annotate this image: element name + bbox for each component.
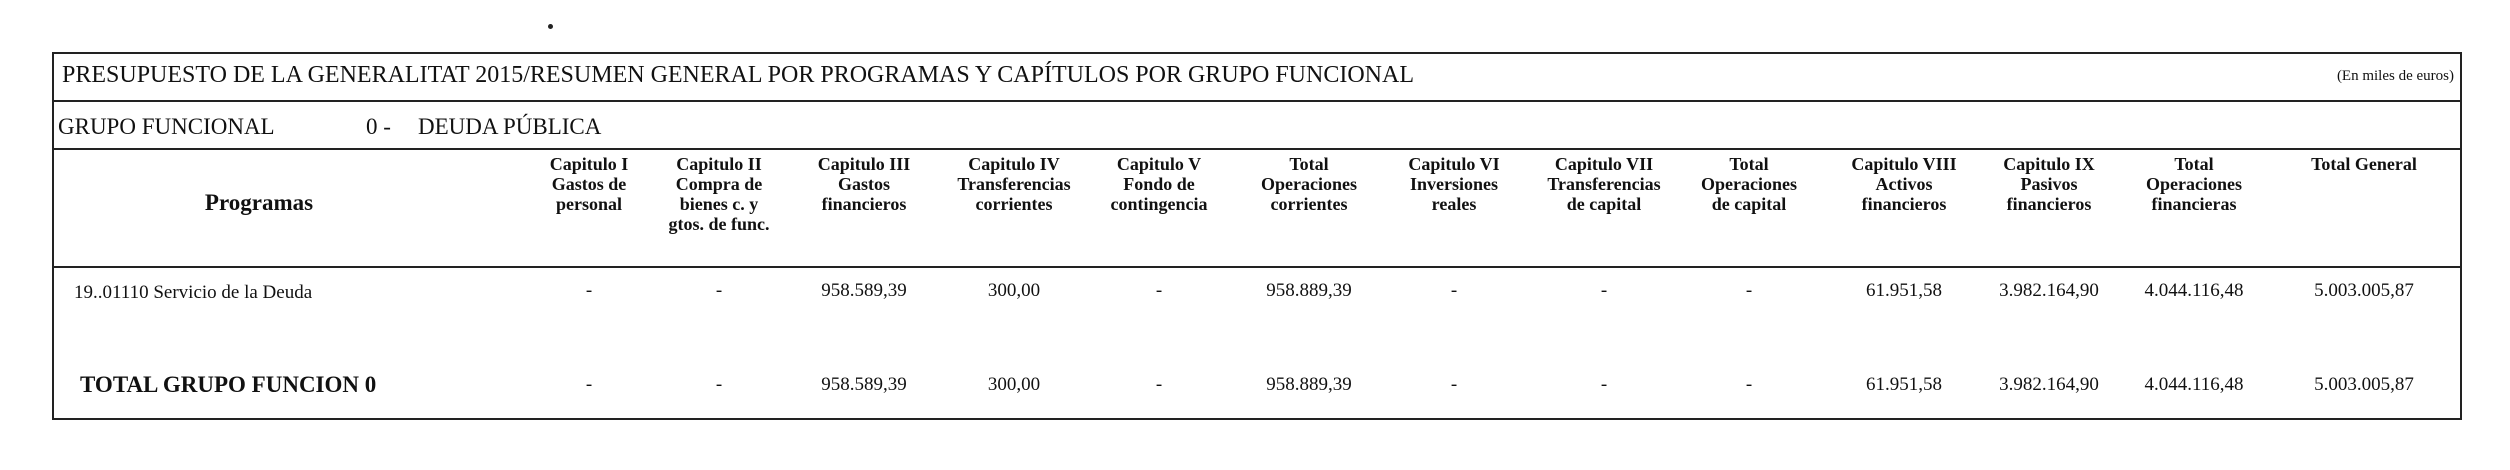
scan-speck	[548, 24, 553, 29]
row-program-label: 19..01110 Servicio de la Deuda	[74, 282, 313, 303]
table-cell: 3.982.164,90	[1999, 280, 2099, 301]
group-row	[54, 102, 2460, 150]
header-separator	[54, 266, 2460, 268]
total-row-label: TOTAL GRUPO FUNCION 0	[80, 372, 377, 397]
total-cell: -	[1745, 374, 1753, 395]
table-cell: -	[585, 280, 593, 301]
table-cell: -	[1745, 280, 1753, 301]
header-programs: Programas	[204, 190, 314, 215]
table-cell: -	[1155, 280, 1163, 301]
table-cell: 958.589,39	[821, 280, 907, 301]
total-cell: -	[715, 374, 723, 395]
group-name: DEUDA PÚBLICA	[418, 114, 602, 139]
header-cap-9: Capitulo IX Pasivos financieros	[2003, 154, 2095, 214]
table-cell: 300,00	[987, 280, 1041, 301]
total-cell: 3.982.164,90	[1999, 374, 2099, 395]
total-cell: 61.951,58	[1866, 374, 1942, 395]
table-cell: 4.044.116,48	[2144, 280, 2244, 301]
table-cell: 61.951,58	[1866, 280, 1942, 301]
header-total-financieras: Total Operaciones financieras	[2146, 154, 2242, 214]
group-label: GRUPO FUNCIONAL	[58, 114, 275, 139]
units-note: (En miles de euros)	[2336, 68, 2454, 84]
total-cell: 958.589,39	[821, 374, 907, 395]
header-cap-4: Capitulo IV Transferencias corrientes	[957, 154, 1071, 214]
header-total-general: Total General	[2311, 154, 2417, 174]
header-cap-6: Capitulo VI Inversiones reales	[1408, 154, 1500, 214]
total-cell: 5.003.005,87	[2314, 374, 2414, 395]
header-cap-1: Capitulo I Gastos de personal	[549, 154, 629, 214]
total-cell: 4.044.116,48	[2144, 374, 2244, 395]
table-cell: 5.003.005,87	[2314, 280, 2414, 301]
table-cell: -	[715, 280, 723, 301]
table-cell: -	[1450, 280, 1458, 301]
budget-table	[52, 52, 2462, 420]
total-cell: -	[1450, 374, 1458, 395]
total-cell: -	[1155, 374, 1163, 395]
title-row	[54, 54, 2460, 102]
total-cell: -	[585, 374, 593, 395]
header-cap-8: Capitulo VIII Activos financieros	[1851, 154, 1957, 214]
total-cell: 958.889,39	[1266, 374, 1352, 395]
report-title: PRESUPUESTO DE LA GENERALITAT 2015/RESUMEN GENERAL POR PROGRAMAS Y CAPÍTULOS POR GRUPO FUNCIONAL	[62, 62, 1414, 88]
header-total-capital: Total Operaciones de capital	[1701, 154, 1797, 214]
header-cap-7: Capitulo VII Transferencias de capital	[1547, 154, 1661, 214]
header-cap-3: Capitulo III Gastos financieros	[817, 154, 911, 214]
table-cell: 958.889,39	[1266, 280, 1352, 301]
header-cap-5: Capitulo V Fondo de contingencia	[1110, 154, 1208, 214]
table-cell: -	[1600, 280, 1608, 301]
group-code: 0 -	[366, 114, 391, 139]
total-cell: -	[1600, 374, 1608, 395]
header-cap-2: Capitulo II Compra de bienes c. y gtos. de func.	[668, 154, 770, 234]
header-total-corrientes: Total Operaciones corrientes	[1261, 154, 1357, 214]
total-cell: 300,00	[987, 374, 1041, 395]
